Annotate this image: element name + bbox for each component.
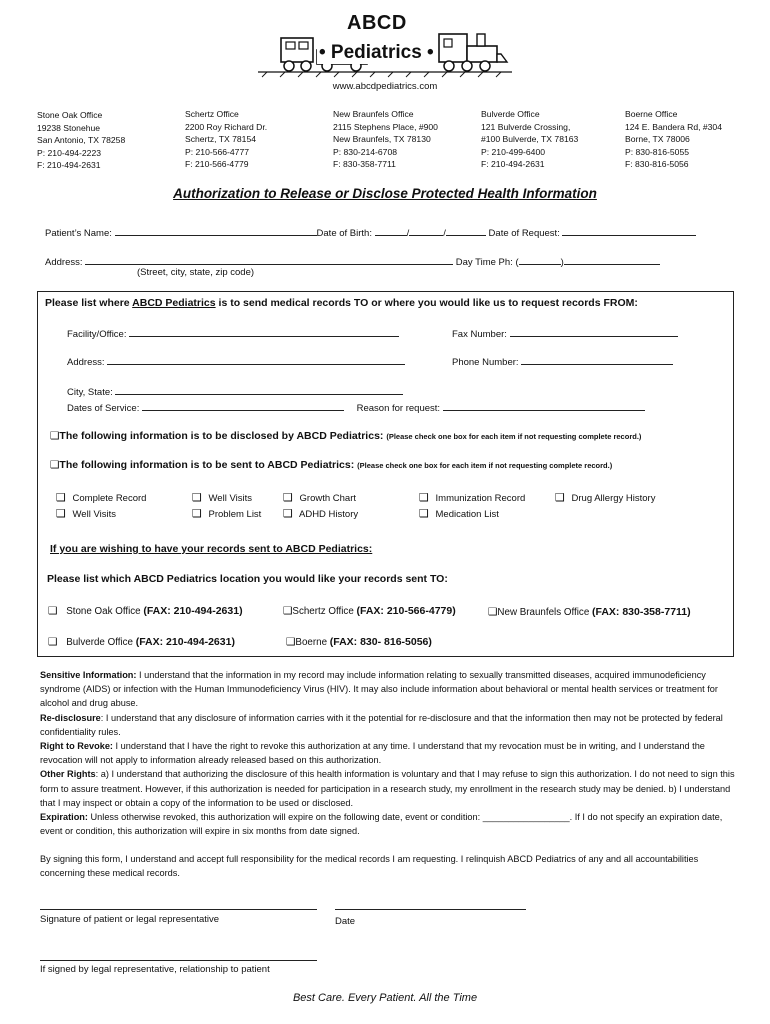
other-rights-paragraph: Other Rights: a) I understand that authorizing the disclosure of this health information is voluntary and that I may refuse to sign this authorization. I do not need to sign this form to assure treatment. However, if this authorization is needed for participation in a research study, my enrollment in the research study may be denied. b) I understand that I may inspect or obtain a copy of the information to be used or disclosed. [40, 769, 735, 808]
signature-label: Signature of patient or legal representative [40, 914, 220, 925]
date-label: Date [335, 916, 356, 927]
phone-area-field[interactable] [519, 254, 561, 265]
logo-pediatrics: • Pediatrics • [319, 42, 434, 63]
patient-name-field[interactable] [115, 225, 317, 236]
dob-month-field[interactable] [375, 225, 407, 236]
form-title: Authorization to Release or Disclose Protected Health Information [173, 186, 597, 201]
sent-heading: If you are wishing to have your records sent to ABCD Pediatrics: [50, 543, 373, 555]
dates-row: Dates of Service: Reason for request: [67, 400, 645, 414]
location-stone-oak[interactable]: ❑ Stone Oak Office (FAX: 210-494-2631) [48, 605, 243, 617]
item-well-visits-2[interactable]: ❑ Well Visits [56, 508, 116, 520]
records-box [37, 291, 734, 657]
checkbox-disclosed[interactable]: ❑ [50, 430, 60, 442]
checkbox[interactable]: ❑ [48, 636, 58, 648]
box-address-field[interactable] [107, 354, 405, 365]
checkbox[interactable]: ❑ [48, 605, 58, 617]
item-well-visits[interactable]: ❑ Well Visits [192, 492, 252, 504]
facility-field[interactable] [129, 326, 399, 337]
location-heading: Please list which ABCD Pediatrics location you would like your records sent TO: [47, 573, 448, 585]
redisclosure-paragraph: Re-disclosure: I understand that any disclosure of information carries with it the potential for re-disclosure and that the information then may not be protected by federal confidentiality rules. [40, 712, 723, 737]
city-row: City, State: [67, 384, 403, 398]
item-complete-record[interactable]: ❑ Complete Record [56, 492, 147, 504]
checkbox[interactable]: ❑ [192, 492, 202, 504]
dob-year-field[interactable] [446, 225, 486, 236]
patient-row: Patient’s Name: Date of Birth: / / Date of Request: [45, 225, 696, 239]
checkbox[interactable]: ❑ [192, 508, 202, 520]
reason-field[interactable] [443, 400, 645, 411]
checkbox[interactable]: ❑ [283, 508, 293, 520]
checkbox[interactable]: ❑ [419, 492, 429, 504]
checkbox[interactable]: ❑ [555, 492, 565, 504]
revoke-paragraph: Right to Revoke: I understand that I have the right to revoke this authorization at any time. I understand that my revocation must be in writing, and I understand the revocation will not apply to information already released based on this authorization. [40, 741, 705, 766]
relationship-field[interactable] [40, 960, 317, 961]
sent-option[interactable]: ❑The following information is to be sent to ABCD Pediatrics: (Please check one box for each item if not requesting complete record.) [50, 459, 613, 471]
website-link[interactable]: www.abcdpediatrics.com [332, 81, 438, 92]
item-adhd-history[interactable]: ❑ ADHD History [283, 508, 359, 520]
checkbox[interactable]: ❑ [56, 508, 66, 520]
dob-day-field[interactable] [409, 225, 443, 236]
item-growth-chart[interactable]: ❑ Growth Chart [283, 492, 357, 504]
relationship-label: If signed by legal representative, relationship to patient [40, 964, 270, 975]
legal-text [40, 668, 745, 838]
office-stone-oak: Stone Oak Office 19238 Stonehue San Antonio, TX 78258 P: 210-494-2223 F: 210-494-2631 [37, 110, 126, 171]
box-address-row: Address: [67, 354, 405, 368]
address-hint: (Street, city, state, zip code) [137, 267, 255, 278]
footer-tagline: Best Care. Every Patient. All the Time [292, 992, 478, 1004]
signature-field[interactable] [40, 909, 317, 910]
phone-number-field[interactable] [564, 254, 660, 265]
patient-address-field[interactable] [85, 254, 453, 265]
sensitive-paragraph: Sensitive Information: I understand that the information in my record may include information relating to sexually transmitted diseases, acquired immunodeficiency syndrome (AIDS) or infection with the Human Immunodeficiency Virus (HIV). It may also include information about behavioral or mental health services or treatment for alcohol and drug abuse. [40, 670, 718, 709]
checkbox[interactable]: ❑ [286, 636, 296, 648]
checkbox[interactable]: ❑ [419, 508, 429, 520]
logo [255, 10, 515, 83]
office-new-braunfels: New Braunfels Office 2115 Stephens Place, #900 New Braunfels, TX 78130 P: 830-214-6708 F: 830-358-7711 [333, 109, 438, 170]
office-boerne: Boerne Office 124 E. Bandera Rd, #304 Borne, TX 78006 P: 830-816-5055 F: 830-816-5056 [625, 109, 722, 170]
request-date-field[interactable] [562, 225, 696, 236]
phone-field[interactable] [521, 354, 673, 365]
location-schertz[interactable]: ❑Schertz Office (FAX: 210-566-4779) [283, 605, 456, 617]
address-row: Address: Day Time Ph: ( ) [45, 254, 660, 268]
fax-row: Fax Number: [452, 326, 678, 340]
signing-paragraph: By signing this form, I understand and accept full responsibility for the medical records I am requesting. I relinquish ABCD Pediatrics of any and all accountabilities concerning these medical records. [40, 854, 699, 879]
facility-row: Facility/Office: [67, 326, 399, 340]
location-boerne[interactable]: ❑Boerne (FAX: 830- 816-5056) [286, 636, 432, 648]
checkbox[interactable]: ❑ [283, 492, 293, 504]
item-problem-list[interactable]: ❑ Problem List [192, 508, 262, 520]
logo-abcd: ABCD [347, 12, 407, 34]
item-immunization-record[interactable]: ❑ Immunization Record [419, 492, 526, 504]
checkbox[interactable]: ❑ [283, 605, 293, 617]
location-bulverde[interactable]: ❑ Bulverde Office (FAX: 210-494-2631) [48, 636, 235, 648]
office-bulverde: Bulverde Office 121 Bulverde Crossing, #100 Bulverde, TX 78163 P: 210-499-6400 F: 210-494-2631 [481, 109, 579, 170]
location-new-braunfels[interactable]: ❑New Braunfels Office (FAX: 830-358-7711) [488, 606, 691, 618]
fax-field[interactable] [510, 326, 678, 337]
office-schertz: Schertz Office 2200 Roy Richard Dr. Schertz, TX 78154 P: 210-566-4777 F: 210-566-4779 [185, 109, 268, 170]
checkbox-sent[interactable]: ❑ [50, 459, 60, 471]
date-field[interactable] [335, 909, 526, 910]
city-state-field[interactable] [115, 384, 403, 395]
checkbox[interactable]: ❑ [488, 606, 498, 618]
item-medication-list[interactable]: ❑ Medication List [419, 508, 499, 520]
item-drug-allergy-history[interactable]: ❑ Drug Allergy History [555, 492, 656, 504]
checkbox[interactable]: ❑ [56, 492, 66, 504]
dates-of-service-field[interactable] [142, 400, 344, 411]
disclosed-option[interactable]: ❑The following information is to be disclosed by ABCD Pediatrics: (Please check one box for each item if not requesting complete record.) [50, 430, 642, 442]
expiration-paragraph: Expiration: Unless otherwise revoked, this authorization will expire on the following date, event or condition: _________________. If I do not specify an expiration date, event or condition, this authorization will expire in six months from date signed. [40, 812, 723, 837]
box-heading: Please list where ABCD Pediatrics is to send medical records TO or where you would like us to request records FROM: [45, 297, 638, 309]
phone-row: Phone Number: [452, 354, 673, 368]
